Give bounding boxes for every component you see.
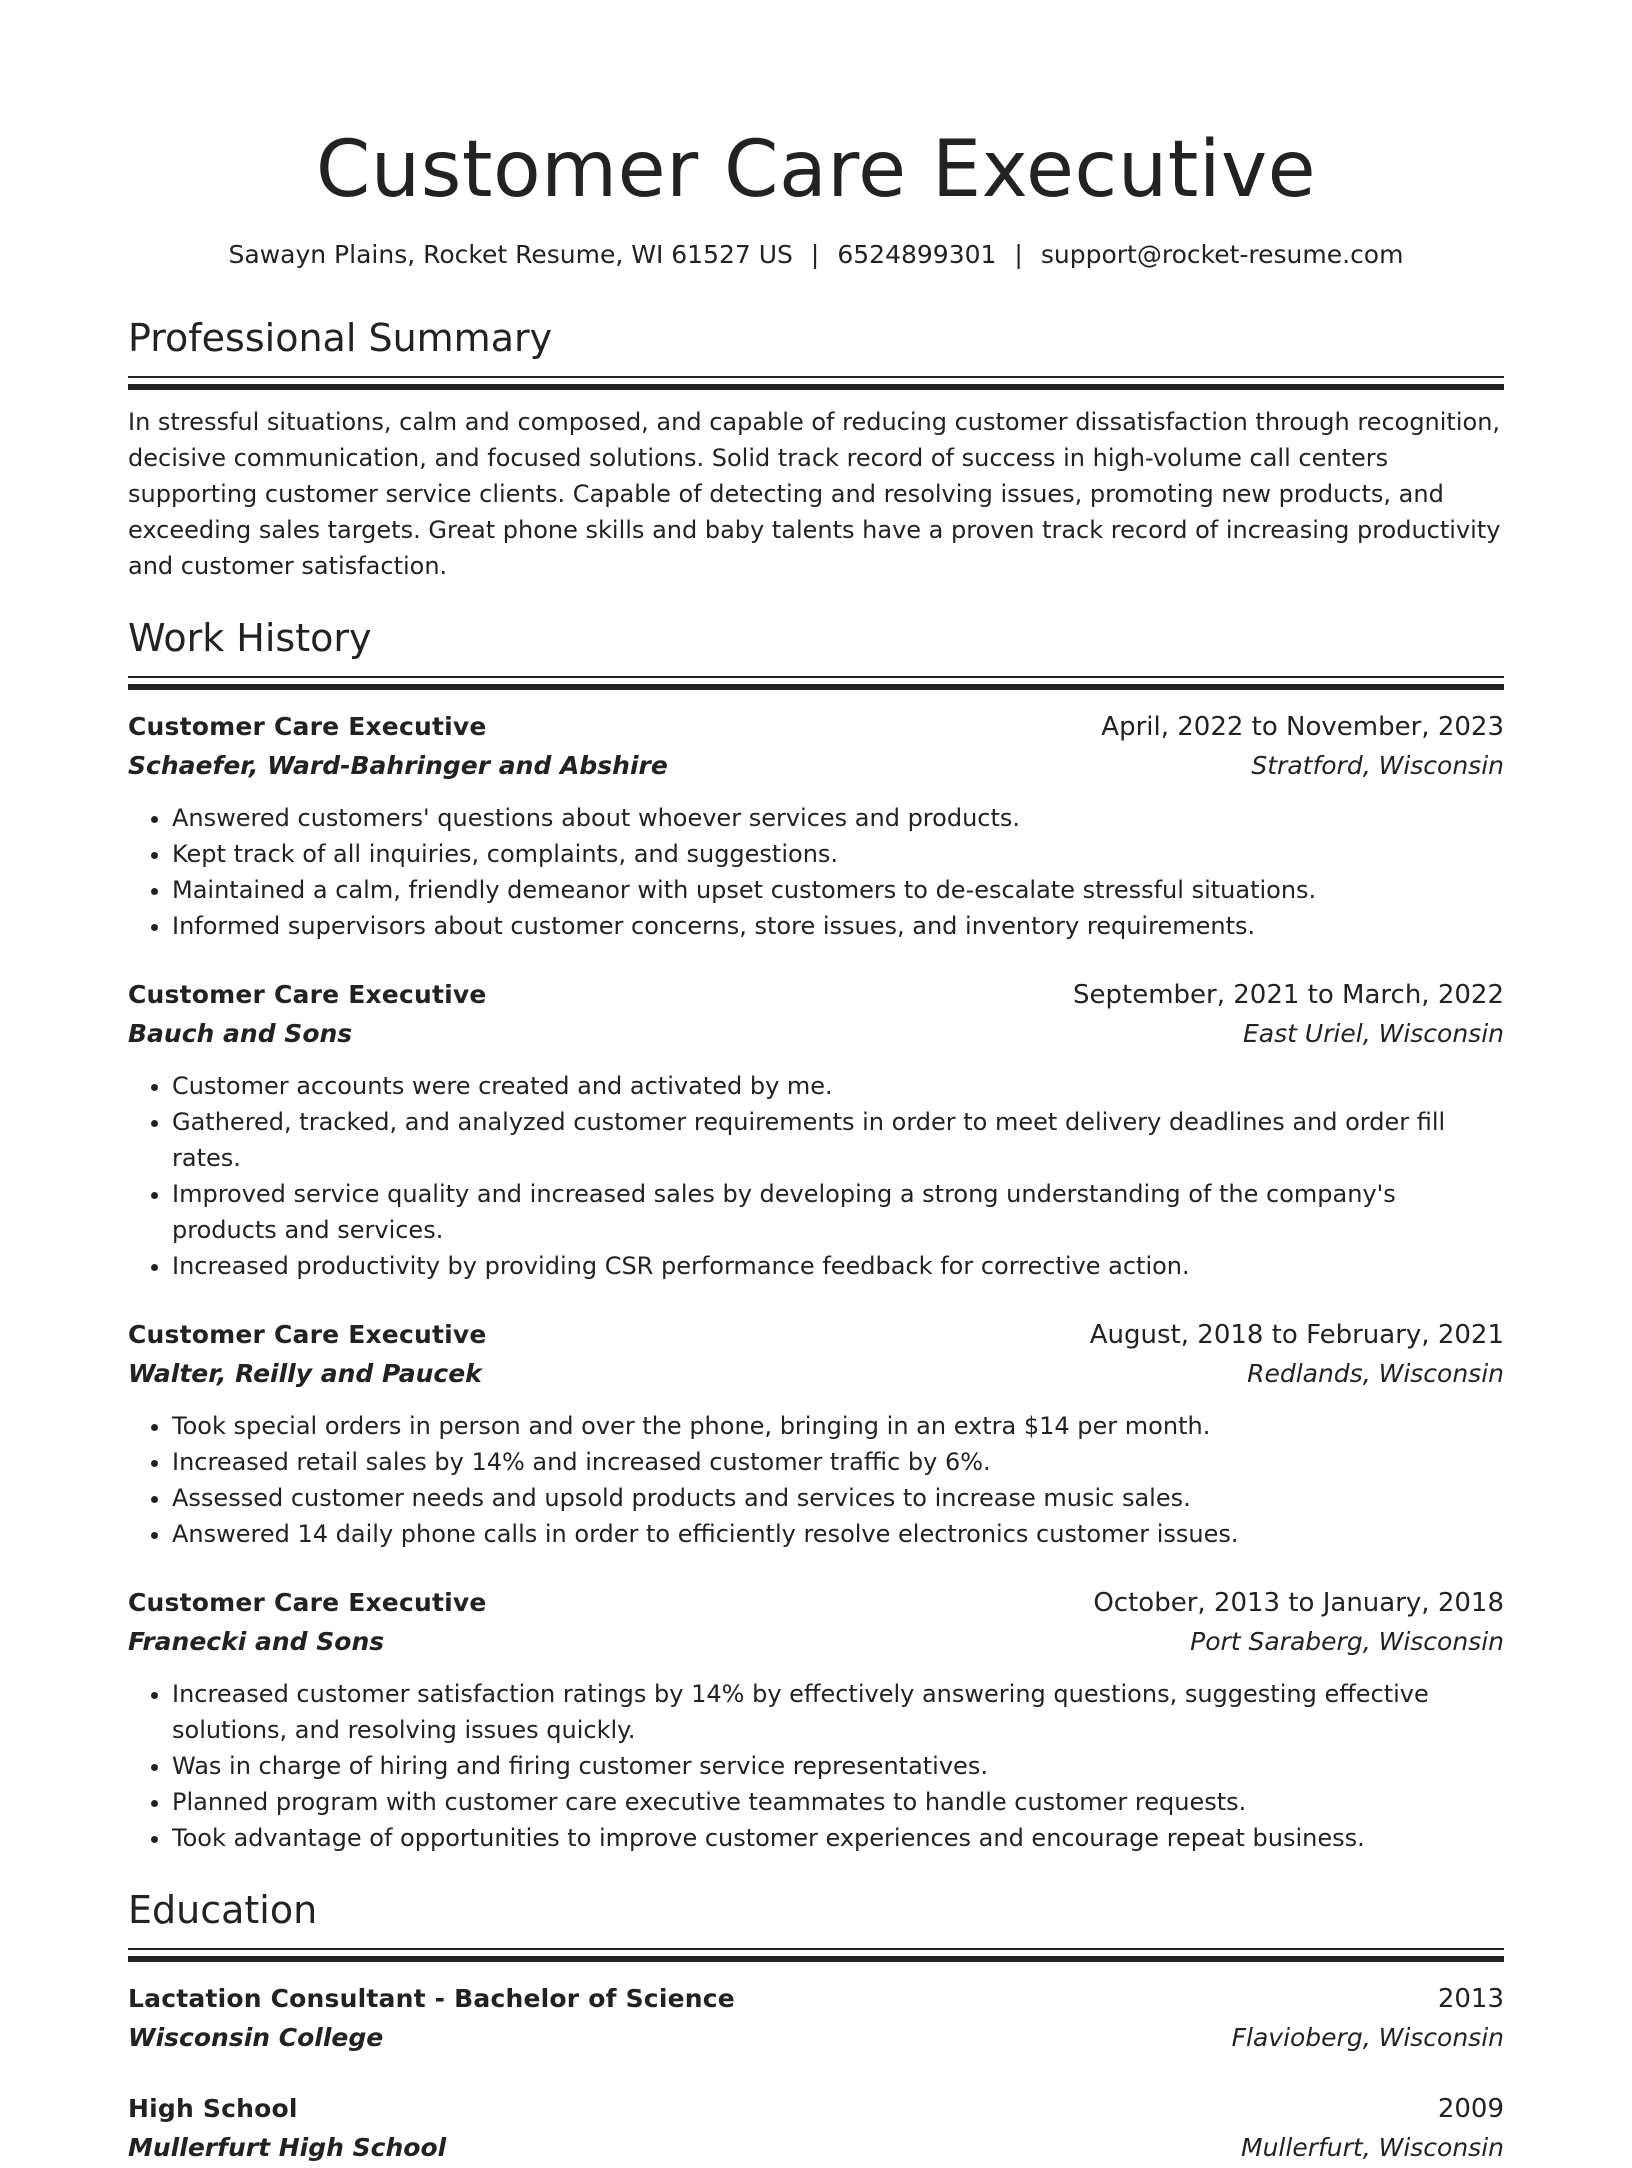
education-location: Mullerfurt, Wisconsin xyxy=(1241,2133,1504,2162)
contact-separator: | xyxy=(810,240,820,269)
job-title: Customer Care Executive xyxy=(128,980,487,1009)
job-location: Port Saraberg, Wisconsin xyxy=(1190,1627,1504,1656)
job-location: Redlands, Wisconsin xyxy=(1247,1359,1504,1388)
bullet-item: • Maintained a calm, friendly demeanor with upset customers to de-escalate stressful situations. xyxy=(172,872,1504,908)
bullet-item: • Assessed customer needs and upsold products and services to increase music sales. xyxy=(172,1480,1504,1516)
job-entry xyxy=(128,1584,1504,1856)
contact-email: support@rocket-resume.com xyxy=(1040,240,1404,269)
section-rule xyxy=(128,1948,1504,1950)
work-history-heading: Work History xyxy=(128,616,372,660)
section-rule-thick xyxy=(128,684,1504,690)
contact-phone: 6524899301 xyxy=(837,240,997,269)
bullet-item: • Customer accounts were created and activated by me. xyxy=(172,1068,1504,1104)
education-degree: Lactation Consultant - Bachelor of Science xyxy=(128,1984,735,2013)
education-year: 2009 xyxy=(1437,2094,1504,2124)
job-dates: August, 2018 to February, 2021 xyxy=(1089,1320,1504,1350)
job-location: East Uriel, Wisconsin xyxy=(1242,1019,1504,1048)
section-rule-thick xyxy=(128,1956,1504,1962)
education-heading: Education xyxy=(128,1888,318,1932)
bullet-item: • Gathered, tracked, and analyzed customer requirements in order to meet delivery deadlines and order fill rates. xyxy=(172,1104,1504,1176)
summary-section xyxy=(128,314,1504,584)
job-title: Customer Care Executive xyxy=(128,712,487,741)
education-year: 2013 xyxy=(1437,1984,1504,2014)
bullet-item: • Took advantage of opportunities to improve customer experiences and encourage repeat business. xyxy=(172,1820,1504,1856)
bullet-item: • Was in charge of hiring and firing customer service representatives. xyxy=(172,1748,1504,1784)
summary-text: In stressful situations, calm and composed, and capable of reducing customer dissatisfaction through recognition, decisive communication, and focused solutions. Solid track record of success in high-volume call centers supporting customer service clients. Capable of detecting and resolving issues, promoting new products, and exceeding sales targets. Great phone skills and baby talents have a proven track record of increasing productivity and customer satisfaction. xyxy=(128,408,1501,580)
contact-line xyxy=(128,238,1504,272)
education-entry xyxy=(128,1980,1504,2058)
work-history-section xyxy=(128,614,1504,1856)
job-company: Bauch and Sons xyxy=(128,1019,353,1048)
section-rule xyxy=(128,676,1504,678)
education-school: Mullerfurt High School xyxy=(128,2133,447,2162)
bullet-item: • Increased productivity by providing CSR performance feedback for corrective action. xyxy=(172,1248,1504,1284)
education-entry xyxy=(128,2090,1504,2168)
education-section xyxy=(128,1886,1504,2168)
job-company: Walter, Reilly and Paucek xyxy=(128,1359,482,1388)
bullet-item: • Answered customers' questions about whoever services and products. xyxy=(172,800,1504,836)
job-company: Schaefer, Ward-Bahringer and Abshire xyxy=(128,751,668,780)
job-bullets xyxy=(128,1676,1504,1856)
job-dates: April, 2022 to November, 2023 xyxy=(1101,712,1504,742)
job-bullets xyxy=(128,1068,1504,1284)
job-title: Customer Care Executive xyxy=(128,1320,487,1349)
education-degree: High School xyxy=(128,2094,298,2123)
job-bullets xyxy=(128,1408,1504,1552)
section-rule-thick xyxy=(128,384,1504,390)
bullet-item: • Kept track of all inquiries, complaints, and suggestions. xyxy=(172,836,1504,872)
education-location: Flavioberg, Wisconsin xyxy=(1231,2023,1504,2052)
job-entry xyxy=(128,708,1504,944)
job-entry xyxy=(128,976,1504,1284)
job-entry xyxy=(128,1316,1504,1552)
job-bullets xyxy=(128,800,1504,944)
bullet-item: • Increased retail sales by 14% and increased customer traffic by 6%. xyxy=(172,1444,1504,1480)
job-company: Franecki and Sons xyxy=(128,1627,385,1656)
bullet-item: • Planned program with customer care executive teammates to handle customer requests. xyxy=(172,1784,1504,1820)
resume-name: Customer Care Executive xyxy=(315,125,1317,215)
job-title: Customer Care Executive xyxy=(128,1588,487,1617)
bullet-item: • Improved service quality and increased sales by developing a strong understanding of the company's products and services. xyxy=(172,1176,1504,1248)
education-school: Wisconsin College xyxy=(128,2023,384,2052)
job-dates: September, 2021 to March, 2022 xyxy=(1073,980,1504,1010)
summary-heading: Professional Summary xyxy=(128,316,553,360)
contact-separator: | xyxy=(1014,240,1023,269)
bullet-item: • Took special orders in person and over the phone, bringing in an extra $14 per month. xyxy=(172,1408,1504,1444)
job-location: Stratford, Wisconsin xyxy=(1251,751,1504,780)
job-dates: October, 2013 to January, 2018 xyxy=(1093,1588,1504,1618)
bullet-item: • Increased customer satisfaction ratings by 14% by effectively answering questions, suggesting effective solutions, and resolving issues quickly. xyxy=(172,1676,1504,1748)
bullet-item: • Answered 14 daily phone calls in order to efficiently resolve electronics customer issues. xyxy=(172,1516,1504,1552)
bullet-item: • Informed supervisors about customer concerns, store issues, and inventory requirements. xyxy=(172,908,1504,944)
contact-address: Sawayn Plains, Rocket Resume, WI 61527 US xyxy=(228,240,793,269)
section-rule xyxy=(128,376,1504,378)
